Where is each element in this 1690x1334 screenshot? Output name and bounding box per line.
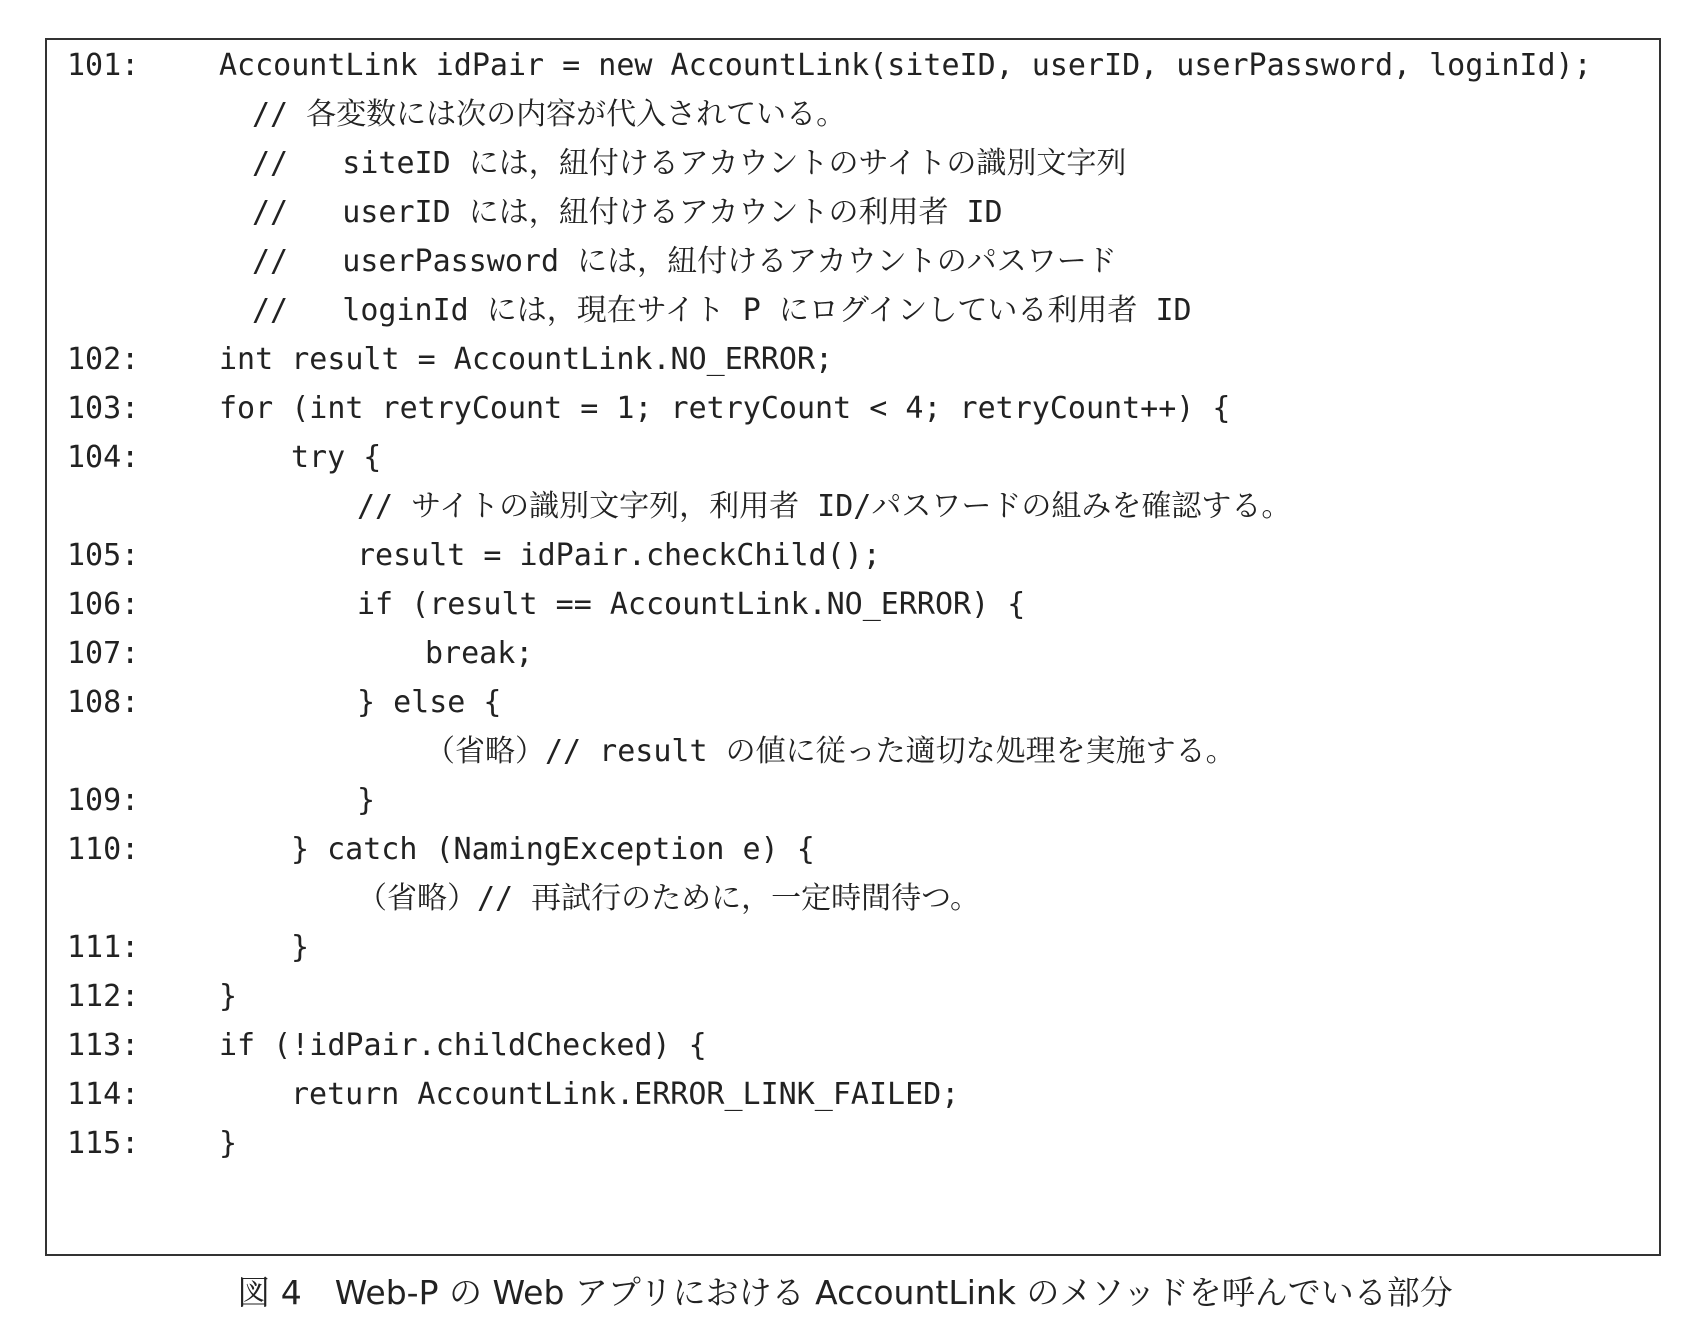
code-line [47, 187, 1659, 239]
code-text: if (result == AccountLink.NO_ERROR) { [357, 587, 1026, 622]
line-number: 110: [67, 832, 140, 867]
line-number: 108: [67, 685, 140, 720]
code-comment: （省略）// result の値に従った適切な処理を実施する。 [425, 734, 1236, 769]
code-text: return AccountLink.ERROR_LINK_FAILED; [291, 1077, 960, 1112]
code-line [47, 628, 1659, 680]
line-number: 109: [67, 783, 140, 818]
code-line [47, 481, 1659, 533]
code-text: for (int retryCount = 1; retryCount < 4; retryCount++) { [219, 391, 1231, 426]
code-text: } catch (NamingException e) { [291, 832, 815, 867]
line-number: 114: [67, 1077, 140, 1112]
code-listing-frame [45, 38, 1661, 1256]
code-line [47, 1069, 1659, 1121]
code-line [47, 922, 1659, 974]
code-comment: // 各変数には次の内容が代入されている。 [252, 97, 847, 132]
code-line [47, 530, 1659, 582]
line-number: 104: [67, 440, 140, 475]
code-line [47, 873, 1659, 925]
code-comment: // userPassword には，紐付けるアカウントのパスワード [252, 244, 1117, 279]
code-text: try { [291, 440, 382, 475]
line-number: 106: [67, 587, 140, 622]
line-number: 105: [67, 538, 140, 573]
code-comment: （省略）// 再試行のために，一定時間待つ。 [357, 881, 980, 916]
line-number: 113: [67, 1028, 140, 1063]
code-line [47, 579, 1659, 631]
code-line [47, 971, 1659, 1023]
code-line [47, 726, 1659, 778]
code-line [47, 1118, 1659, 1170]
code-line [47, 824, 1659, 876]
code-text: } else { [357, 685, 502, 720]
code-comment: // loginId には，現在サイト P にログインしている利用者 ID [252, 293, 1192, 328]
code-line [47, 89, 1659, 141]
code-text: } [219, 1126, 238, 1161]
code-line [47, 677, 1659, 729]
code-line [47, 236, 1659, 288]
code-line [47, 775, 1659, 827]
line-number: 112: [67, 979, 140, 1014]
code-line [47, 432, 1659, 484]
code-comment: // userID には，紐付けるアカウントの利用者 ID [252, 195, 1003, 230]
code-text: if (!idPair.childChecked) { [219, 1028, 707, 1063]
line-number: 107: [67, 636, 140, 671]
code-text: int result = AccountLink.NO_ERROR; [219, 342, 834, 377]
code-line [47, 1020, 1659, 1072]
code-line [47, 138, 1659, 190]
line-number: 115: [67, 1126, 140, 1161]
figure-caption: 図 4 Web-P の Web アプリにおける AccountLink のメソッドを呼んでいる部分 [237, 1273, 1453, 1312]
code-text: AccountLink idPair = new AccountLink(siteID, userID, userPassword, loginId); [219, 48, 1592, 83]
code-line [47, 40, 1659, 92]
code-line [47, 285, 1659, 337]
code-comment: // サイトの識別文字列，利用者 ID/パスワードの組みを確認する。 [357, 489, 1292, 524]
code-line [47, 383, 1659, 435]
code-text: result = idPair.checkChild(); [357, 538, 881, 573]
code-comment: // siteID には，紐付けるアカウントのサイトの識別文字列 [252, 146, 1127, 181]
line-number: 102: [67, 342, 140, 377]
line-number: 103: [67, 391, 140, 426]
code-line [47, 334, 1659, 386]
line-number: 111: [67, 930, 140, 965]
code-text: break; [425, 636, 534, 671]
code-text: } [219, 979, 238, 1014]
line-number: 101: [67, 48, 140, 83]
code-text: } [357, 783, 376, 818]
code-text: } [291, 930, 310, 965]
